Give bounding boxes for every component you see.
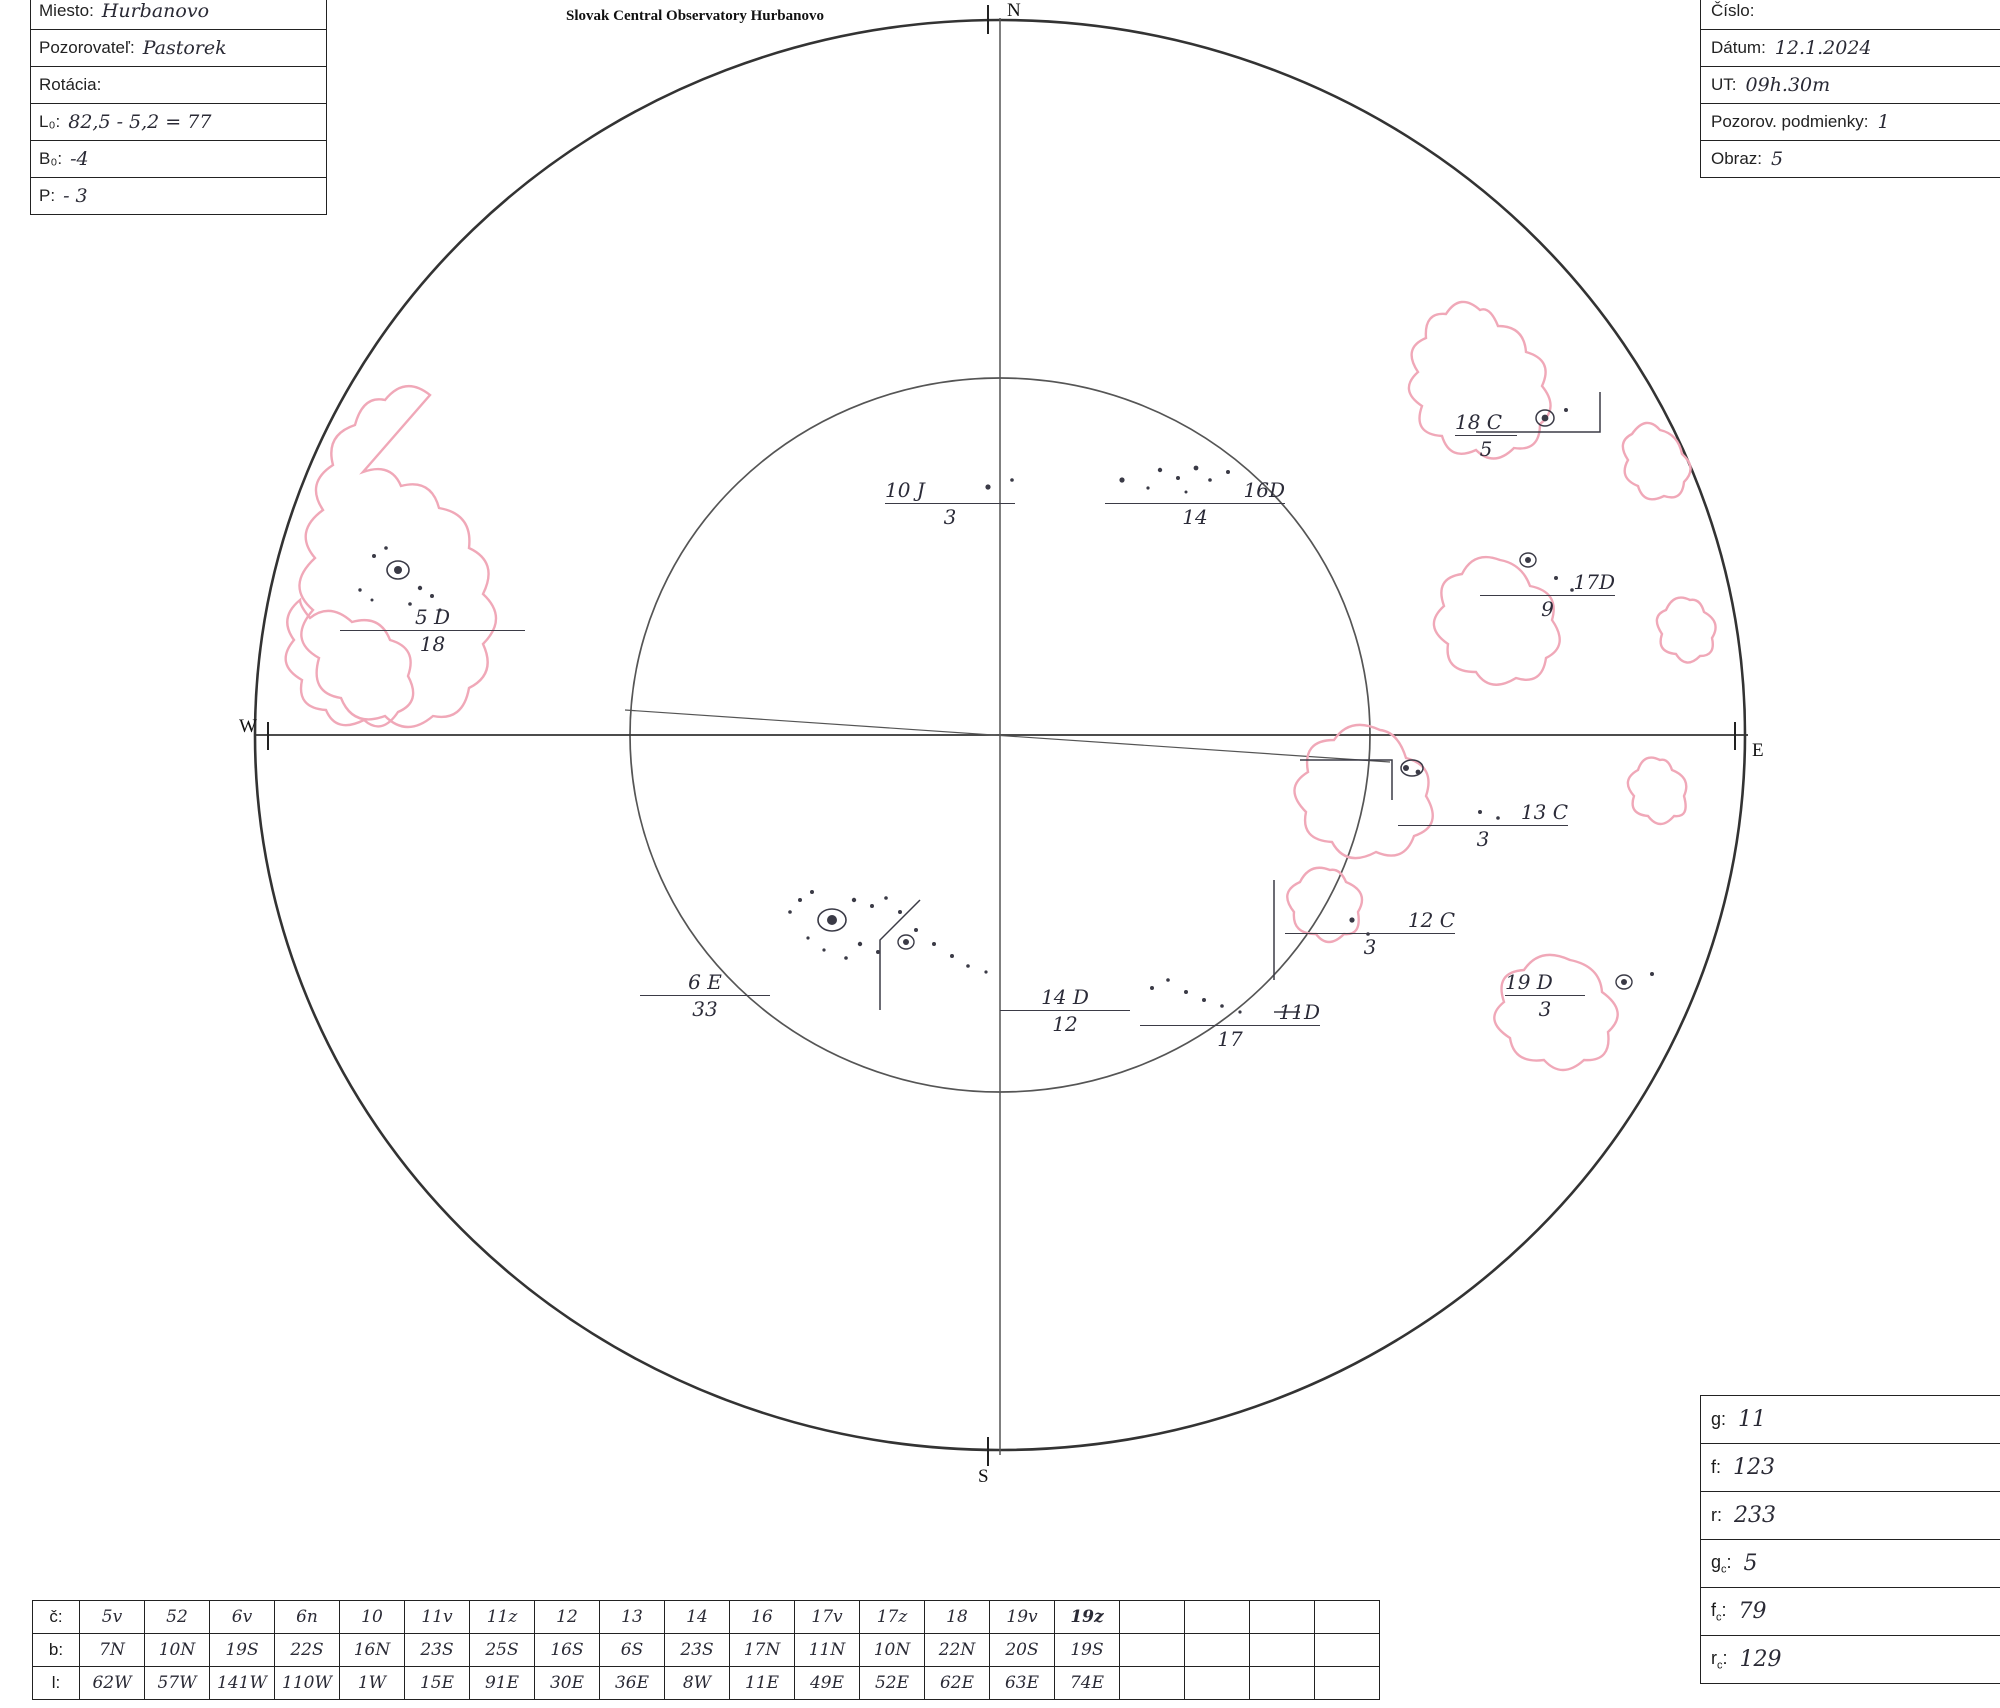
table-cell: 19S [1055,1634,1120,1667]
table-cell [1185,1667,1250,1700]
group-id: 10 J [885,478,925,502]
table-cell [1315,1634,1380,1667]
result-fc-value: 79 [1738,1599,1767,1624]
table-cell: 10N [145,1634,210,1667]
group-id: 18 C [1455,410,1503,434]
table-cell: 11E [730,1667,795,1700]
group-label-6E [640,970,770,1021]
label-north: N [1007,0,1021,21]
group-count: 3 [943,505,957,529]
label-underline [640,995,770,996]
label-underline [1285,933,1455,934]
group-label-5D [340,605,525,656]
table-cell: 7N [80,1634,145,1667]
table-cell [1315,1601,1380,1634]
group-count: 3 [1363,935,1377,959]
table-cell [1120,1601,1185,1634]
field-rotacia-label: Rotácia: [39,75,102,94]
result-gc-label: $g_c$: [1711,1551,1732,1576]
table-cell: 17v [795,1601,860,1634]
result-g-value: 11 [1738,1407,1767,1432]
field-p-label: P: [39,186,56,205]
table-cell: 74E [1055,1667,1120,1700]
group-count: 3 [1476,827,1490,851]
group-count: 17 [1217,1027,1243,1051]
table-cell: 11z [470,1601,535,1634]
result-r-label: r: [1711,1505,1722,1525]
table-cell: 19S [210,1634,275,1667]
page-title: Slovak Central Observatory Hurbanovo [566,8,824,24]
table-row [33,1601,1380,1634]
row-header: č: [33,1601,80,1634]
table-cell: 6S [600,1634,665,1667]
table-cell: 19v [990,1601,1055,1634]
table-cell: 13 [600,1601,665,1634]
table-cell [1250,1601,1315,1634]
label-underline [340,630,525,631]
result-rc-value: 129 [1739,1647,1782,1672]
table-cell: 16 [730,1601,795,1634]
field-datum-value: 12.1.2024 [1774,37,1872,59]
result-fc [1701,1588,2000,1636]
group-label-19D [1505,970,1585,1021]
field-l0-value: 82,5 - 5,2 = 77 [68,111,212,133]
table-cell: 62W [80,1667,145,1700]
result-f-label: f: [1711,1457,1722,1477]
label-underline [1480,595,1615,596]
group-id: 11D [1278,1000,1320,1024]
group-label-16D [1105,478,1285,529]
field-podmienky-value: 1 [1877,111,1890,133]
group-id: 17D [1573,570,1615,594]
table-cell: 1W [340,1667,405,1700]
table-cell: 63E [990,1667,1055,1700]
table-cell: 18 [925,1601,990,1634]
group-label-17D [1480,570,1615,621]
label-west: W [239,716,257,737]
table-cell: 8W [665,1667,730,1700]
table-cell: 5v [80,1601,145,1634]
field-podmienky-label: Pozorov. podmienky: [1711,112,1869,131]
table-cell: 23S [665,1634,730,1667]
label-underline [1000,1010,1130,1011]
label-underline [1140,1025,1320,1026]
table-cell: 91E [470,1667,535,1700]
field-p-value: - 3 [63,185,88,207]
table-cell [1120,1667,1185,1700]
field-b0-label: B₀: [39,149,63,168]
group-id: 6 E [688,970,722,994]
table-cell: 10N [860,1634,925,1667]
table-cell [1250,1634,1315,1667]
group-count: 14 [1182,505,1208,529]
table-cell: 52E [860,1667,925,1700]
group-id: 12 C [1407,908,1455,932]
label-east: E [1752,740,1764,761]
table-cell: 6v [210,1601,275,1634]
table-row [33,1667,1380,1700]
label-underline [885,503,1015,504]
table-cell: 110W [275,1667,340,1700]
field-pozorovatel-value: Pastorek [142,37,227,59]
field-obraz-label: Obraz: [1711,149,1763,168]
table-cell: 11v [405,1601,470,1634]
group-id: 19 D [1505,970,1553,994]
table-cell: 30E [535,1667,600,1700]
table-cell: 10 [340,1601,405,1634]
table-cell [1250,1667,1315,1700]
result-r-value: 233 [1734,1503,1776,1528]
field-l0-label: L₀: [39,112,61,131]
label-underline [1505,995,1585,996]
table-cell: 49E [795,1667,860,1700]
table-cell: 19z [1055,1601,1120,1634]
result-gc [1701,1540,2000,1588]
field-miesto-value: Hurbanovo [101,0,210,22]
group-label-11D [1140,1000,1320,1051]
result-f-value: 123 [1733,1455,1776,1480]
table-cell: 52 [145,1601,210,1634]
table-cell: 16S [535,1634,600,1667]
field-ut-value: 09h.30m [1745,74,1831,96]
group-count: 12 [1052,1012,1078,1036]
group-label-14D [1000,985,1130,1036]
table-cell: 17z [860,1601,925,1634]
field-miesto-label: Miesto: [39,1,94,20]
field-pozorovatel-label: Pozorovateľ: [39,38,135,57]
group-label-13C [1398,800,1568,851]
table-cell: 12 [535,1601,600,1634]
field-b0-value: -4 [70,148,89,170]
measurement-table [32,1600,1380,1700]
label-underline [1105,503,1285,504]
table-cell: 36E [600,1667,665,1700]
result-rc [1701,1636,2000,1684]
table-cell: 15E [405,1667,470,1700]
table-cell: 23S [405,1634,470,1667]
table-cell: 141W [210,1667,275,1700]
group-count: 3 [1538,997,1552,1021]
table-cell [1185,1634,1250,1667]
table-cell [1315,1667,1380,1700]
table-cell: 20S [990,1634,1055,1667]
group-id: 13 C [1520,800,1568,824]
group-id: 16D [1243,478,1285,502]
table-cell [1120,1634,1185,1667]
table-cell: 14 [665,1601,730,1634]
result-g-label: g: [1711,1409,1727,1429]
group-label-10J [885,478,1015,529]
table-cell: 6n [275,1601,340,1634]
table-cell: 22S [275,1634,340,1667]
row-header: b: [33,1634,80,1667]
table-cell: 62E [925,1667,990,1700]
table-cell: 11N [795,1634,860,1667]
group-count: 9 [1541,597,1554,621]
group-label-12C [1285,908,1455,959]
field-datum-label: Dátum: [1711,38,1766,57]
group-count: 18 [419,632,446,656]
table-cell [1185,1601,1250,1634]
field-ut-label: UT: [1711,75,1737,94]
result-gc-value: 5 [1743,1551,1758,1576]
table-cell: 22N [925,1634,990,1667]
group-count: 33 [692,997,718,1021]
label-underline [1455,435,1517,436]
field-obraz-value: 5 [1771,148,1784,170]
group-label-18C [1455,410,1517,461]
field-cislo-label: Číslo: [1711,1,1755,20]
table-cell: 57W [145,1667,210,1700]
table-cell: 17N [730,1634,795,1667]
group-count: 5 [1479,437,1493,461]
result-fc-label: $f_c$: [1711,1599,1727,1624]
label-underline [1398,825,1568,826]
table-row [33,1634,1380,1667]
tilt-reference-line [625,710,1390,762]
label-south: S [978,1466,989,1487]
result-rc-label: $r_c$: [1711,1647,1728,1672]
group-id: 5 D [414,605,451,629]
row-header: l: [33,1667,80,1700]
group-id: 14 D [1041,985,1089,1009]
table-cell: 25S [470,1634,535,1667]
table-cell: 16N [340,1634,405,1667]
